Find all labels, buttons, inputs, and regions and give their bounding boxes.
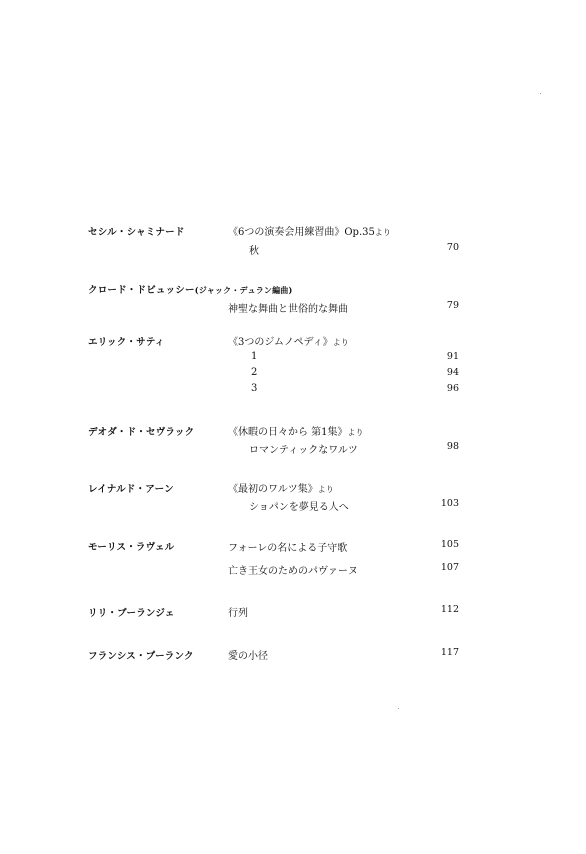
piece-title: フォーレの名による子守歌	[228, 543, 348, 554]
collection-suffix: より	[347, 428, 364, 437]
composer-name: セシル・シャミナード	[88, 227, 185, 238]
composer-name: リリ・ブーランジェ	[88, 608, 175, 619]
collection-title	[228, 333, 349, 348]
page-number: 70	[446, 242, 459, 253]
piece-title: 3	[251, 383, 258, 394]
page-number: 103	[440, 498, 459, 509]
composer-name: モーリス・ラヴェル	[88, 542, 175, 553]
composer-name: レイナルド・アーン	[88, 484, 174, 495]
scan-speck	[540, 93, 541, 94]
collection-name: 《最初のワルツ集》	[228, 484, 318, 495]
collection-title	[228, 223, 391, 238]
piece-title: 愛の小径	[228, 651, 268, 662]
composer-name: デオダ・ド・セヴラック	[88, 427, 195, 438]
piece-title: 行列	[228, 608, 248, 619]
piece-title: 1	[251, 351, 258, 362]
collection-name: 《6つの演奏会用練習曲》Op.35	[228, 227, 375, 238]
collection-title	[228, 480, 334, 495]
page-number: 91	[446, 351, 459, 362]
piece-title: ショパンを夢見る人へ	[249, 502, 349, 513]
collection-name: 《休暇の日々から 第1集》	[228, 427, 348, 438]
piece-title: 神聖な舞曲と世俗的な舞曲	[228, 304, 348, 315]
piece-title: ロマンティックなワルツ	[249, 445, 358, 456]
page-number: 94	[446, 367, 459, 378]
page-number: 117	[440, 647, 459, 658]
piece-title: 亡き王女のためのパヴァーヌ	[228, 566, 358, 577]
scan-speck	[398, 708, 399, 709]
collection-suffix: より	[374, 228, 391, 237]
composer-name-text: クロード・ドビュッシー	[88, 285, 195, 296]
arranger-note: (ジャック・デュラン編曲)	[194, 285, 293, 295]
collection-suffix: より	[332, 338, 349, 347]
page-number: 96	[446, 383, 459, 394]
composer-name: フランシス・プーランク	[88, 651, 194, 662]
collection-title	[228, 423, 364, 438]
composer-name: エリック・サティ	[88, 337, 165, 348]
collection-name: 《3つのジムノペディ》	[228, 337, 333, 348]
piece-title: 秋	[249, 246, 259, 257]
collection-suffix: より	[317, 485, 334, 494]
page-number: 79	[446, 300, 459, 311]
page-number: 107	[440, 562, 459, 573]
composer-name	[88, 282, 292, 296]
page-number: 98	[446, 441, 459, 452]
piece-title: 2	[251, 367, 258, 378]
page-number: 112	[440, 604, 459, 615]
page-number: 105	[440, 539, 459, 550]
